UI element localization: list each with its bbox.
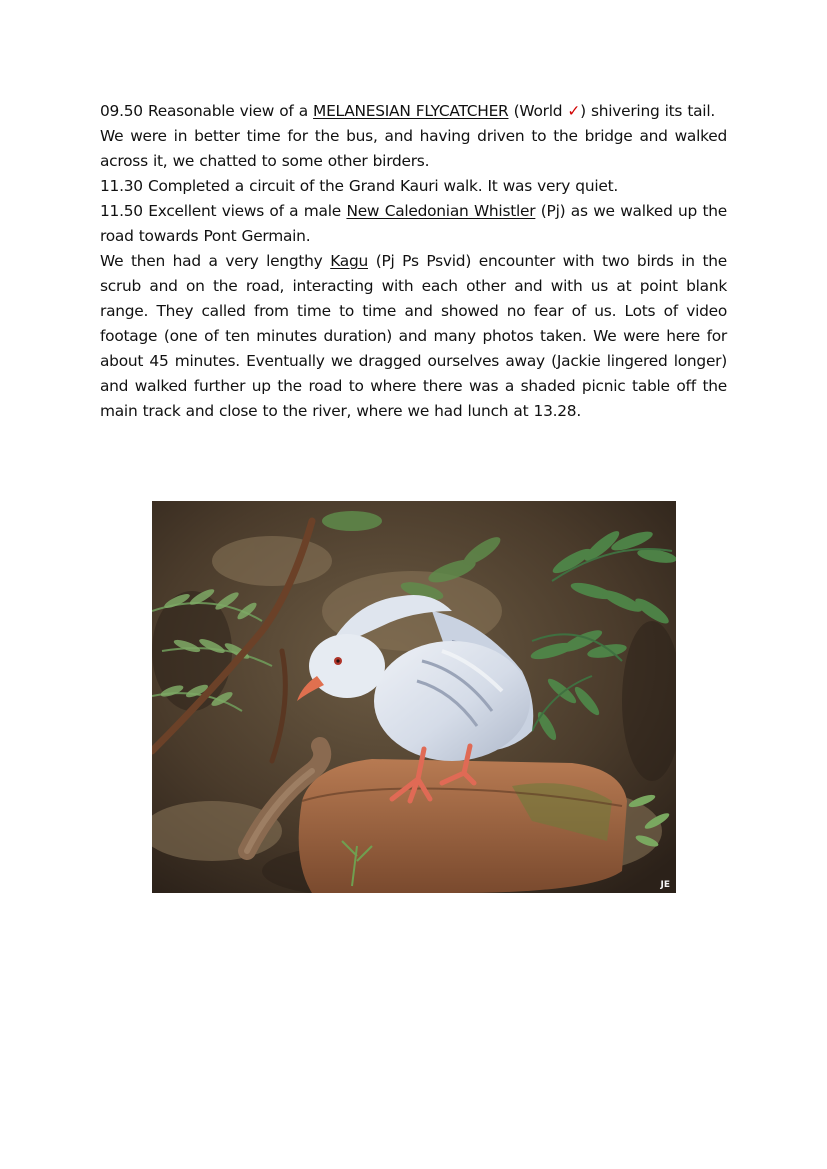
trip-report-text: [100, 99, 727, 424]
entry-time: 11.50: [100, 202, 143, 220]
kagu-illustration: [152, 501, 676, 893]
entry-text: We then had a very lengthy: [100, 252, 323, 270]
entry-text: Excellent views of a male: [148, 202, 341, 220]
entry-text: We were in better time for the bus, and having driven to the bridge and walked across it, we chatted to some other birders.: [100, 127, 727, 170]
entry-note: (World: [513, 102, 563, 120]
species-name: New Caledonian Whistler: [346, 202, 536, 220]
entry-bus: [100, 124, 727, 174]
entry-time: 09.50: [100, 102, 143, 120]
kagu-photo: [152, 501, 676, 893]
entry-text: Completed a circuit of the Grand Kauri walk. It was very quiet.: [147, 177, 618, 195]
checkmark-icon: ✓: [567, 102, 581, 120]
photo-credit: JE: [660, 880, 670, 890]
entry-time: 11.30: [100, 177, 143, 195]
species-name: MELANESIAN FLYCATCHER: [313, 102, 509, 120]
entry-text: Reasonable view of a: [147, 102, 308, 120]
entry-text: ) shivering its tail.: [580, 102, 716, 120]
species-name: Kagu: [330, 252, 368, 270]
entry-0950: [100, 99, 727, 124]
entry-text: (Pj Ps Psvid) encounter with two birds in the scrub and on the road, interacting with each other and with us at point blank range. They called from time to time and showed no fear of us. Lots of video footage (one of ten minutes duration) and many photos taken. We were here for about 45 minutes. Eventually we dragged ourselves away (Jackie lingered longer) and walked further up the road to where there was a shaded picnic table off the main track and close to the river, where we had lunch at 13.28.: [100, 252, 727, 420]
entry-1150: [100, 199, 727, 249]
entry-text: (Pj) as we walked up the road towards Pont Germain.: [100, 202, 727, 245]
entry-1130: [100, 174, 727, 199]
entry-kagu: [100, 249, 727, 424]
